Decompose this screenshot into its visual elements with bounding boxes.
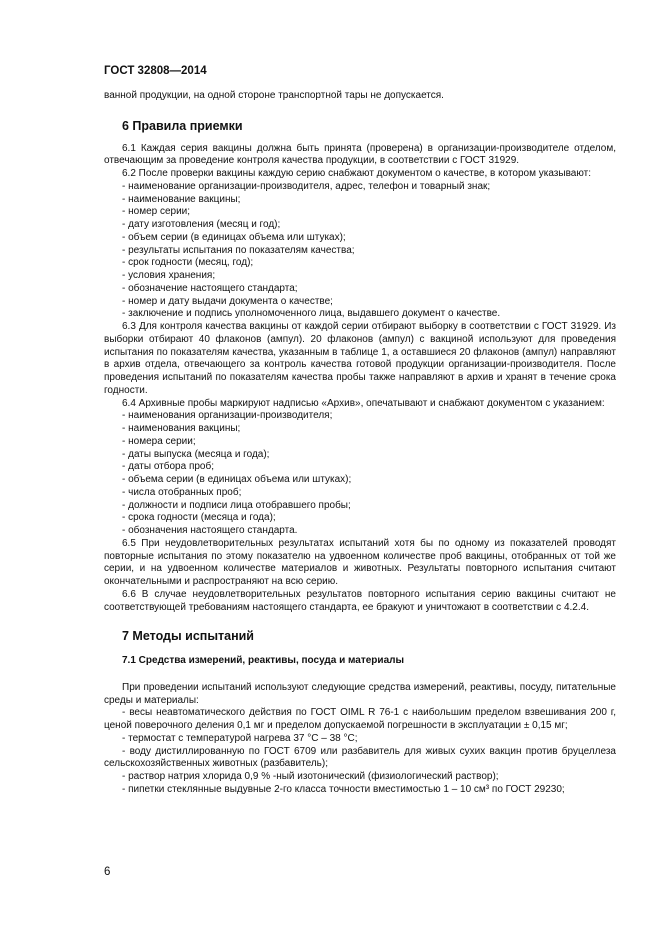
list-item: - числа отобранных проб; [122, 486, 242, 498]
list-item: - заключение и подпись уполномоченного лица, выдавшего документ о качестве. [122, 308, 501, 320]
list-item: - раствор натрия хлорида 0,9 % -ный изотонический (физиологический раствор); [122, 771, 499, 782]
list-item: - весы неавтоматического действия по ГОСТ OIML R 76-1 с наибольшим пределом взвешивания 200 г, ценой поверочного деления 0,1 мг и пределом допускаемой погрешности в эксплуатации ± 0,15 мг; [104, 707, 616, 731]
standard-header: ГОСТ 32808—2014 [104, 65, 207, 77]
list-item: - дату изготовления (месяц и год); [122, 219, 281, 230]
list-6-4 [104, 410, 616, 538]
list-item: - номера серии; [122, 435, 196, 447]
list-6-2 [104, 181, 616, 321]
list-item: - даты выпуска (месяца и года); [122, 448, 270, 460]
list-item: - воду дистиллированную по ГОСТ 6709 или разбавитель для живых сухих вакцин против бруцеллеза сельскохозяйственных животных (разбавитель); [104, 745, 616, 770]
list-item: - обозначение настоящего стандарта; [122, 282, 298, 294]
list-item: - срок годности (месяц, год); [122, 257, 254, 269]
page-number: 6 [104, 866, 111, 878]
list-item: - наименование организации-производителя, адрес, телефон и товарный знак; [122, 180, 491, 192]
subsection-7-1-title: 7.1 Средства измерений, реактивы, посуда и материалы [122, 655, 405, 666]
para-6-3: 6.3 Для контроля качества вакцины от каждой серии отбирают выборку в соответствии с ГОСТ 31929. Из выборки отбирают 40 флаконов (ампул). 20 флаконов (ампул) с вакциной используют для проведения испытания по показателям качества, указанным в таблице 1, а оставшиеся 20 флаконов (ампул) направляют в архив отдела, отвечающего за контроль качества готовой продукции организации-производителя. После проведения испытаний по показателям качества пробы также направляют в архив и хранят в течение срока годности. [104, 321, 616, 396]
list-item: - объем серии (в единицах объема или штуках); [122, 231, 346, 243]
para-7-1-intro: При проведении испытаний используют следующие средства измерений, реактивы, посуду, питательные среды и материалы: [104, 681, 616, 706]
list-item: - номер серии; [122, 206, 191, 218]
page-body [104, 90, 616, 797]
list-item: - обозначения настоящего стандарта. [122, 525, 298, 536]
section-6-title: 6 Правила приемки [122, 118, 243, 133]
section-7-title: 7 Методы испытаний [122, 629, 254, 644]
list-7-1 [104, 707, 616, 796]
list-item: - результаты испытания по показателям качества; [122, 244, 355, 256]
continuation-line: ванной продукции, на одной стороне транспортной тары не допускается. [104, 90, 444, 101]
list-item: - наименование вакцины; [122, 193, 241, 205]
list-item: - объема серии (в единицах объема или штуках); [122, 474, 352, 485]
list-item: - даты отбора проб; [122, 461, 214, 473]
list-item: - номер и дату выдачи документа о качестве; [122, 295, 333, 307]
list-item: - термостат с температурой нагрева 37 °С – 38 °С; [122, 732, 358, 744]
list-item: - наименования вакцины; [122, 423, 241, 434]
para-6-4: 6.4 Архивные пробы маркируют надписью «Архив», опечатывают и снабжают документом с указанием: [122, 397, 605, 409]
list-item: - условия хранения; [122, 270, 216, 281]
para-6-2: 6.2 После проверки вакцины каждую серию снабжают документом о качестве, в котором указывают: [122, 168, 591, 179]
list-item: - должности и подписи лица отобравшего пробы; [122, 499, 351, 511]
list-item: - срока годности (месяца и года); [122, 512, 276, 524]
para-6-5: 6.5 При неудовлетворительных результатах испытаний хотя бы по одному из показателей проводят повторные испытания по этому показателю на удвоенном количестве проб вакцины, отобранных от той же серии, и на удвоенном количестве материалов и животных. Результаты повторного испытания считают окончательными и распространяют на всю серию. [104, 537, 616, 587]
para-6-1: 6.1 Каждая серия вакцины должна быть принята (проверена) в организации-производителе отделом, отвечающим за проведение контроля качества продукции, в соответствии с ГОСТ 31929. [104, 142, 616, 167]
list-item: - пипетки стеклянные выдувные 2-го класса точности вместимостью 1 – 10 см³ по ГОСТ 29230; [122, 783, 565, 795]
para-6-6: 6.6 В случае неудовлетворительных результатов повторного испытания серию вакцины считают не соответствующей требованиям настоящего стандарта, ее бракуют и уничтожают в соответствии с 4.2.4. [104, 588, 616, 613]
list-item: - наименования организации-производителя; [122, 410, 333, 422]
